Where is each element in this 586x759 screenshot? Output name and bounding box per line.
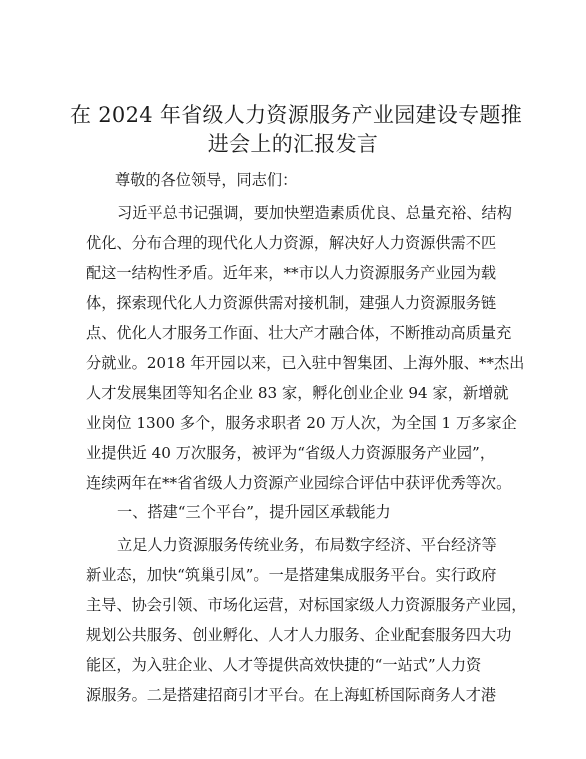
section-heading: 一、搭建“三个平台”，提升园区承载能力 — [117, 503, 391, 521]
paragraph-line: 分就业。2018 年开园以来，已入驻中智集团、上海外服、**杰出 — [86, 354, 525, 372]
document-title — [70, 101, 522, 159]
title-line-2: 进会上的汇报发言 — [207, 132, 379, 156]
paragraph-line: 能区，为入驻企业、人才等提供高效快捷的“一站式”人力资 — [86, 656, 482, 674]
paragraph-line: 点、优化人才服务工作面、壮大产才融合体，不断推动高质量充 — [86, 324, 512, 342]
paragraph-line: 源服务。二是搭建招商引才平台。在上海虹桥国际商务人才港 — [86, 686, 497, 704]
paragraph-line: 新业态，加快“筑巢引凤”。一是搭建集成服务平台。实行政府 — [86, 566, 497, 584]
paragraph-line: 业提供近 40 万次服务，被评为“省级人力资源服务产业园”， — [86, 444, 496, 462]
paragraph-line: 优化、分布合理的现代化人力资源，解决好人力资源供需不匹 — [86, 234, 497, 252]
paragraph-line: 体，探索现代化人力资源供需对接机制，建强人力资源服务链 — [86, 294, 497, 312]
paragraph-line: 业岗位 1300 多个，服务求职者 20 万人次，为全国 1 万多家企 — [86, 414, 517, 432]
salutation: 尊敬的各位领导，同志们： — [115, 171, 298, 189]
paragraph-line: 主导、协会引领、市场化运营，对标国家级人力资源服务产业园， — [86, 596, 527, 614]
paragraph-line: 配这一结构性矛盾。近年来，**市以人力资源服务产业园为载 — [86, 264, 497, 282]
paragraph-line: 规划公共服务、创业孵化、人才人力服务、企业配套服务四大功 — [86, 626, 512, 644]
paragraph-line: 连续两年在**省省级人力资源产业园综合评估中获评优秀等次。 — [86, 474, 512, 492]
title-line-1: 在 2024 年省级人力资源服务产业园建设专题推 — [70, 103, 522, 127]
paragraph-line: 习近平总书记强调，要加快塑造素质优良、总量充裕、结构 — [117, 204, 512, 222]
paragraph-line: 立足人力资源服务传统业务，布局数字经济、平台经济等 — [117, 536, 497, 554]
paragraph-line: 人才发展集团等知名企业 83 家，孵化创业企业 94 家，新增就 — [86, 384, 509, 402]
